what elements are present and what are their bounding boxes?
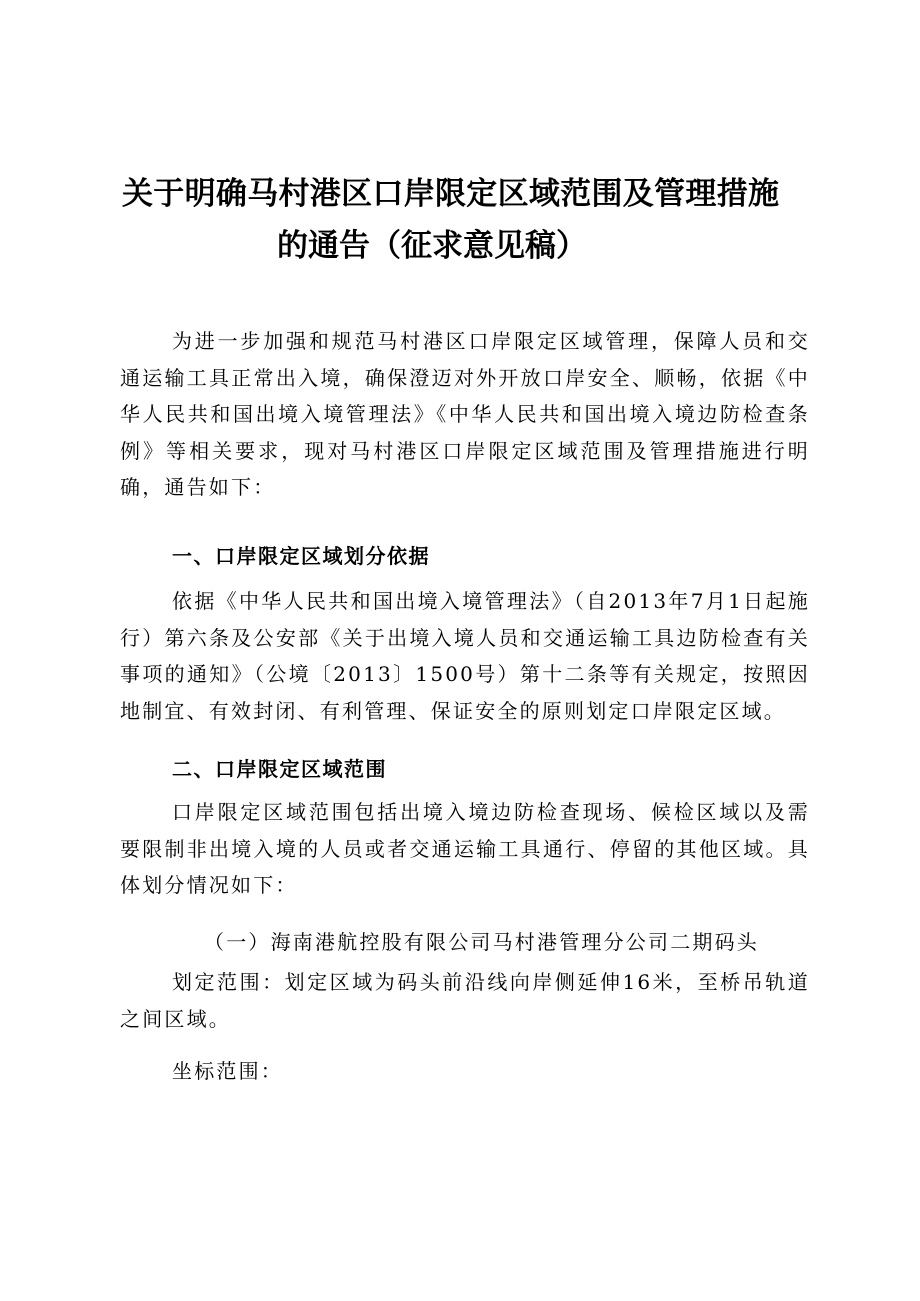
subsection-1-heading: （一）海南港航控股有限公司马村港管理分公司二期码头	[204, 930, 759, 954]
section-2-paragraph: 口岸限定区域范围包括出境入境边防检查现场、候检区域以及需要限制非出境入境的人员或者交通运输工具通行、停留的其他区域。具体划分情况如下：	[120, 800, 810, 897]
document-title-line-2: 的通告（征求意见稿）	[277, 228, 587, 264]
intro-paragraph: 为进一步加强和规范马村港区口岸限定区域管理，保障人员和交通运输工具正常出入境，确保澄迈对外开放口岸安全、顺畅，依据《中华人民共和国出境入境管理法》《中华人民共和国出境入境边防检查条例》等相关要求，现对马村港区口岸限定区域范围及管理措施进行明确，通告如下：	[120, 329, 810, 499]
coordinate-range-label: 坐标范围：	[172, 1059, 283, 1083]
subsection-1-range-paragraph: 划定范围：划定区域为码头前沿线向岸侧延伸16米，至桥吊轨道之间区域。	[120, 970, 810, 1031]
document-title-line-1: 关于明确马村港区口岸限定区域范围及管理措施	[122, 176, 780, 212]
section-2-heading: 二、口岸限定区域范围	[172, 757, 387, 781]
section-1-heading: 一、口岸限定区域划分依据	[172, 544, 430, 568]
section-1-paragraph: 依据《中华人民共和国出境入境管理法》（自2013年7月1日起施行）第六条及公安部《关于出境入境人员和交通运输工具边防检查有关事项的通知》（公境〔2013〕1500号）第十二条等有关规定，按照因地制宜、有效封闭、有利管理、保证安全的原则划定口岸限定区域。	[120, 589, 810, 723]
